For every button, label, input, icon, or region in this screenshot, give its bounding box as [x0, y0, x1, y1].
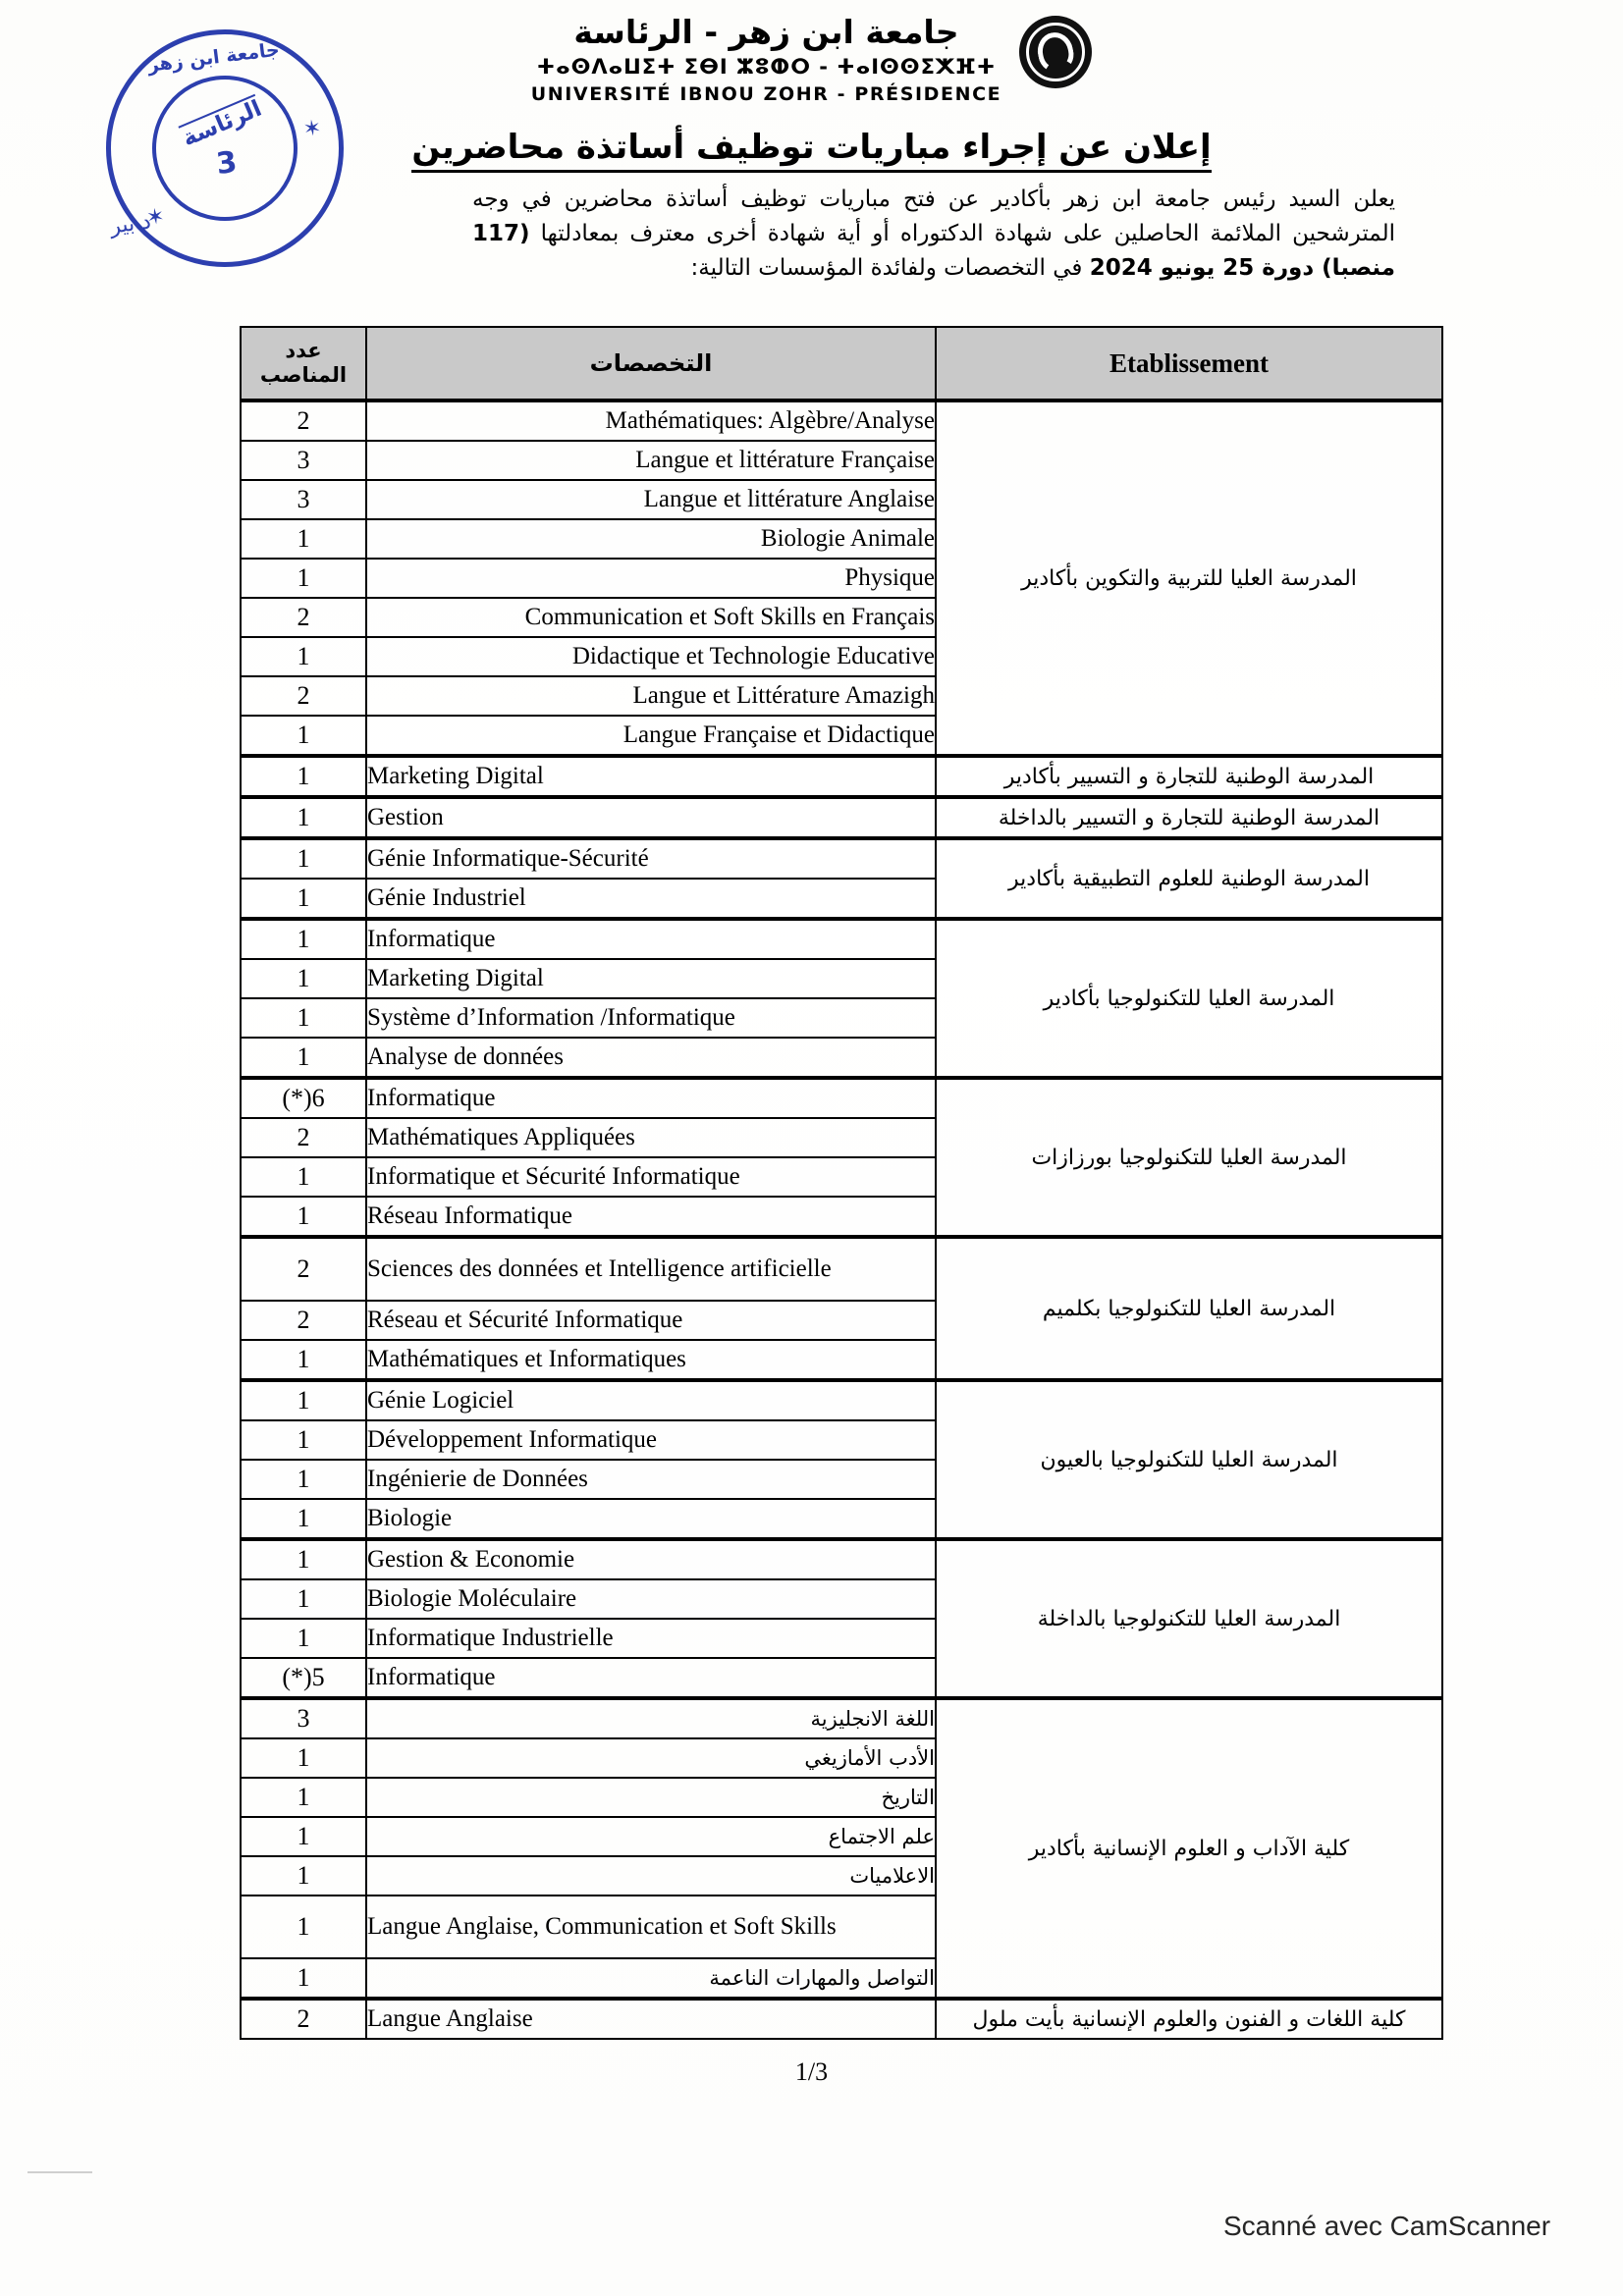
- cell-position-count: 1: [241, 959, 366, 998]
- letterhead-arabic: جامعة ابن زهر - الرئاسة: [573, 13, 959, 51]
- cell-position-count: 3: [241, 1698, 366, 1738]
- stamp-center-line1: الرئاسة: [178, 95, 265, 152]
- cell-establishment: المدرسة العليا للتكنولوجيا بكلميم: [936, 1237, 1442, 1380]
- page-title: [0, 128, 1623, 167]
- cell-position-count: 2: [241, 400, 366, 441]
- stamp-outer-label: جامعة ابن زهر: [146, 38, 281, 77]
- table-body: [241, 400, 1442, 2039]
- cell-position-count: 1: [241, 919, 366, 959]
- table-row: [241, 756, 1442, 797]
- cell-specialty: Langue Anglaise: [366, 1999, 936, 2039]
- stamp-center-line2: 3: [214, 144, 240, 183]
- cell-position-count: 1: [241, 519, 366, 559]
- cell-establishment: المدرسة الوطنية للتجارة و التسيير بالداخلة: [936, 797, 1442, 838]
- table-row: [241, 797, 1442, 838]
- cell-specialty: Physique: [366, 559, 936, 598]
- positions-table: [240, 326, 1443, 2040]
- cell-specialty: Biologie: [366, 1499, 936, 1539]
- cell-specialty: Génie Industriel: [366, 879, 936, 919]
- cell-specialty: Réseau Informatique: [366, 1197, 936, 1237]
- cell-establishment: المدرسة العليا للتربية والتكوين بأكادير: [936, 400, 1442, 756]
- page-title-text: إعلان عن إجراء مباريات توظيف أساتذة محاضرين: [411, 128, 1211, 173]
- cell-position-count: 1: [241, 797, 366, 838]
- table-row: [241, 1078, 1442, 1118]
- cell-position-count: 1: [241, 1579, 366, 1619]
- table-row: [241, 1539, 1442, 1579]
- cell-specialty: Informatique: [366, 1078, 936, 1118]
- cell-specialty: التواصل والمهارات الناعمة: [366, 1958, 936, 1999]
- cell-position-count: 2: [241, 1999, 366, 2039]
- cell-specialty: Génie Informatique-Sécurité: [366, 838, 936, 879]
- cell-specialty: Mathématiques et Informatiques: [366, 1340, 936, 1380]
- cell-position-count: 3: [241, 480, 366, 519]
- positions-table-wrapper: [240, 326, 1441, 2040]
- camscanner-watermark: Scanné avec CamScanner: [1223, 2211, 1551, 2241]
- cell-position-count: 2: [241, 1301, 366, 1340]
- cell-position-count: 1: [241, 1499, 366, 1539]
- cell-position-count: 1: [241, 559, 366, 598]
- intro-part2: في التخصصات ولفائدة المؤسسات التالية:: [690, 254, 1090, 281]
- cell-position-count: 1: [241, 1197, 366, 1237]
- cell-specialty: Sciences des données et Intelligence artificielle: [366, 1237, 936, 1301]
- cell-position-count: 1: [241, 1460, 366, 1499]
- cell-specialty: Marketing Digital: [366, 959, 936, 998]
- table-row: [241, 838, 1442, 879]
- cell-position-count: 1: [241, 716, 366, 756]
- cell-specialty: Langue Anglaise, Communication et Soft Skills: [366, 1896, 936, 1958]
- letterhead-french: UNIVERSITÉ IBNOU ZOHR - PRÉSIDENCE: [530, 82, 1002, 105]
- cell-position-count: 1: [241, 1539, 366, 1579]
- cell-specialty: Mathématiques: Algèbre/Analyse: [366, 400, 936, 441]
- cell-position-count: 1: [241, 1738, 366, 1778]
- cell-position-count: (*)6: [241, 1078, 366, 1118]
- cell-position-count: 1: [241, 1340, 366, 1380]
- cell-specialty: Génie Logiciel: [366, 1380, 936, 1420]
- cell-position-count: 1: [241, 1157, 366, 1197]
- cell-establishment: كلية الآداب و العلوم الإنسانية بأكادير: [936, 1698, 1442, 1999]
- cell-specialty: Gestion: [366, 797, 936, 838]
- cell-position-count: 1: [241, 1778, 366, 1817]
- letterhead-tifinagh: ⵜⴰⵙⴷⴰⵡⵉⵜ ⵉⴱⵏ ⵣⵓⵀⵔ - ⵜⴰⵏⵙⵙⵉⵅⴼⵜ: [536, 54, 997, 79]
- cell-position-count: 1: [241, 756, 366, 797]
- cell-specialty: Marketing Digital: [366, 756, 936, 797]
- table-row: [241, 1237, 1442, 1301]
- cell-position-count: 1: [241, 1380, 366, 1420]
- stamp-star-icon: ✶: [301, 114, 323, 142]
- cell-specialty: التاريخ: [366, 1778, 936, 1817]
- intro-paragraph: [472, 183, 1395, 286]
- cell-position-count: 1: [241, 1619, 366, 1658]
- cell-establishment: المدرسة العليا للتكنولوجيا بالعيون: [936, 1380, 1442, 1539]
- cell-position-count: 1: [241, 1958, 366, 1999]
- cell-establishment: المدرسة الوطنية للعلوم التطبيقية بأكادير: [936, 838, 1442, 919]
- cell-specialty: Communication et Soft Skills en Français: [366, 598, 936, 637]
- cell-specialty: Biologie Moléculaire: [366, 1579, 936, 1619]
- intro-part1: يعلن السيد رئيس جامعة ابن زهر بأكادير عن فتح مباريات توظيف أساتذة محاضرين في وجه المترشحين الملائمة الحاصلين على شهادة الدكتوراه أو أية شهادة أخرى معترف بمعادلتها: [472, 187, 1395, 246]
- cell-position-count: 2: [241, 1118, 366, 1157]
- table-row: [241, 919, 1442, 959]
- cell-position-count: 1: [241, 1896, 366, 1958]
- cell-specialty: Gestion & Economie: [366, 1539, 936, 1579]
- cell-establishment: المدرسة العليا للتكنولوجيا بورزازات: [936, 1078, 1442, 1237]
- cell-specialty: Développement Informatique: [366, 1420, 936, 1460]
- intro-highlight: (117 منصبا) دورة 25 يونيو 2024: [472, 220, 1395, 281]
- cell-position-count: 1: [241, 1420, 366, 1460]
- cell-specialty: Langue Française et Didactique: [366, 716, 936, 756]
- table-row: [241, 1999, 1442, 2039]
- cell-specialty: Informatique: [366, 919, 936, 959]
- cell-specialty: الاعلاميات: [366, 1856, 936, 1896]
- cell-establishment: المدرسة العليا للتكنولوجيا بالداخلة: [936, 1539, 1442, 1698]
- column-header-count: عدد المناصب: [241, 327, 366, 400]
- cell-specialty: Informatique et Sécurité Informatique: [366, 1157, 936, 1197]
- column-header-establishment: Etablissement: [936, 327, 1442, 400]
- cell-specialty: الأدب الأمازيغي: [366, 1738, 936, 1778]
- cell-position-count: 1: [241, 1856, 366, 1896]
- cell-specialty: Biologie Animale: [366, 519, 936, 559]
- cell-position-count: 1: [241, 1038, 366, 1078]
- cell-specialty: Réseau et Sécurité Informatique: [366, 1301, 936, 1340]
- cell-position-count: 2: [241, 598, 366, 637]
- stamp-star-icon: ✶: [144, 203, 166, 231]
- cell-position-count: 2: [241, 1237, 366, 1301]
- cell-specialty: Didactique et Technologie Educative: [366, 637, 936, 676]
- cell-specialty: Langue et Littérature Amazigh: [366, 676, 936, 716]
- cell-establishment: كلية اللغات و الفنون والعلوم الإنسانية بأيت ملول: [936, 1999, 1442, 2039]
- cell-position-count: 1: [241, 998, 366, 1038]
- cell-position-count: 1: [241, 637, 366, 676]
- table-header-row: [241, 327, 1442, 400]
- column-header-specialty: التخصصات: [366, 327, 936, 400]
- cell-specialty: Système d’Information /Informatique: [366, 998, 936, 1038]
- cell-position-count: 3: [241, 441, 366, 480]
- cell-specialty: Langue et littérature Anglaise: [366, 480, 936, 519]
- cell-specialty: Analyse de données: [366, 1038, 936, 1078]
- cell-position-count: 1: [241, 838, 366, 879]
- cell-specialty: Langue et littérature Française: [366, 441, 936, 480]
- cell-specialty: Informatique Industrielle: [366, 1619, 936, 1658]
- cell-position-count: (*)5: [241, 1658, 366, 1698]
- cell-specialty: Mathématiques Appliquées: [366, 1118, 936, 1157]
- cell-specialty: اللغة الانجليزية: [366, 1698, 936, 1738]
- table-head: [241, 327, 1442, 400]
- table-row: [241, 1698, 1442, 1738]
- cell-establishment: المدرسة العليا للتكنولوجيا بأكادير: [936, 919, 1442, 1078]
- cell-position-count: 2: [241, 676, 366, 716]
- cell-specialty: Ingénierie de Données: [366, 1460, 936, 1499]
- cell-position-count: 1: [241, 1817, 366, 1856]
- stamp-signature: د بير: [108, 209, 153, 240]
- page-number: 1/3: [794, 2057, 829, 2086]
- university-seal-icon: [1019, 16, 1092, 88]
- table-row: [241, 1380, 1442, 1420]
- letterhead-text: [531, 14, 1002, 105]
- cell-specialty: Informatique: [366, 1658, 936, 1698]
- cell-specialty: علم الاجتماع: [366, 1817, 936, 1856]
- cell-position-count: 1: [241, 879, 366, 919]
- scan-edge-artifact: [27, 2171, 92, 2173]
- table-row: [241, 400, 1442, 441]
- cell-establishment: المدرسة الوطنية للتجارة و التسيير بأكادير: [936, 756, 1442, 797]
